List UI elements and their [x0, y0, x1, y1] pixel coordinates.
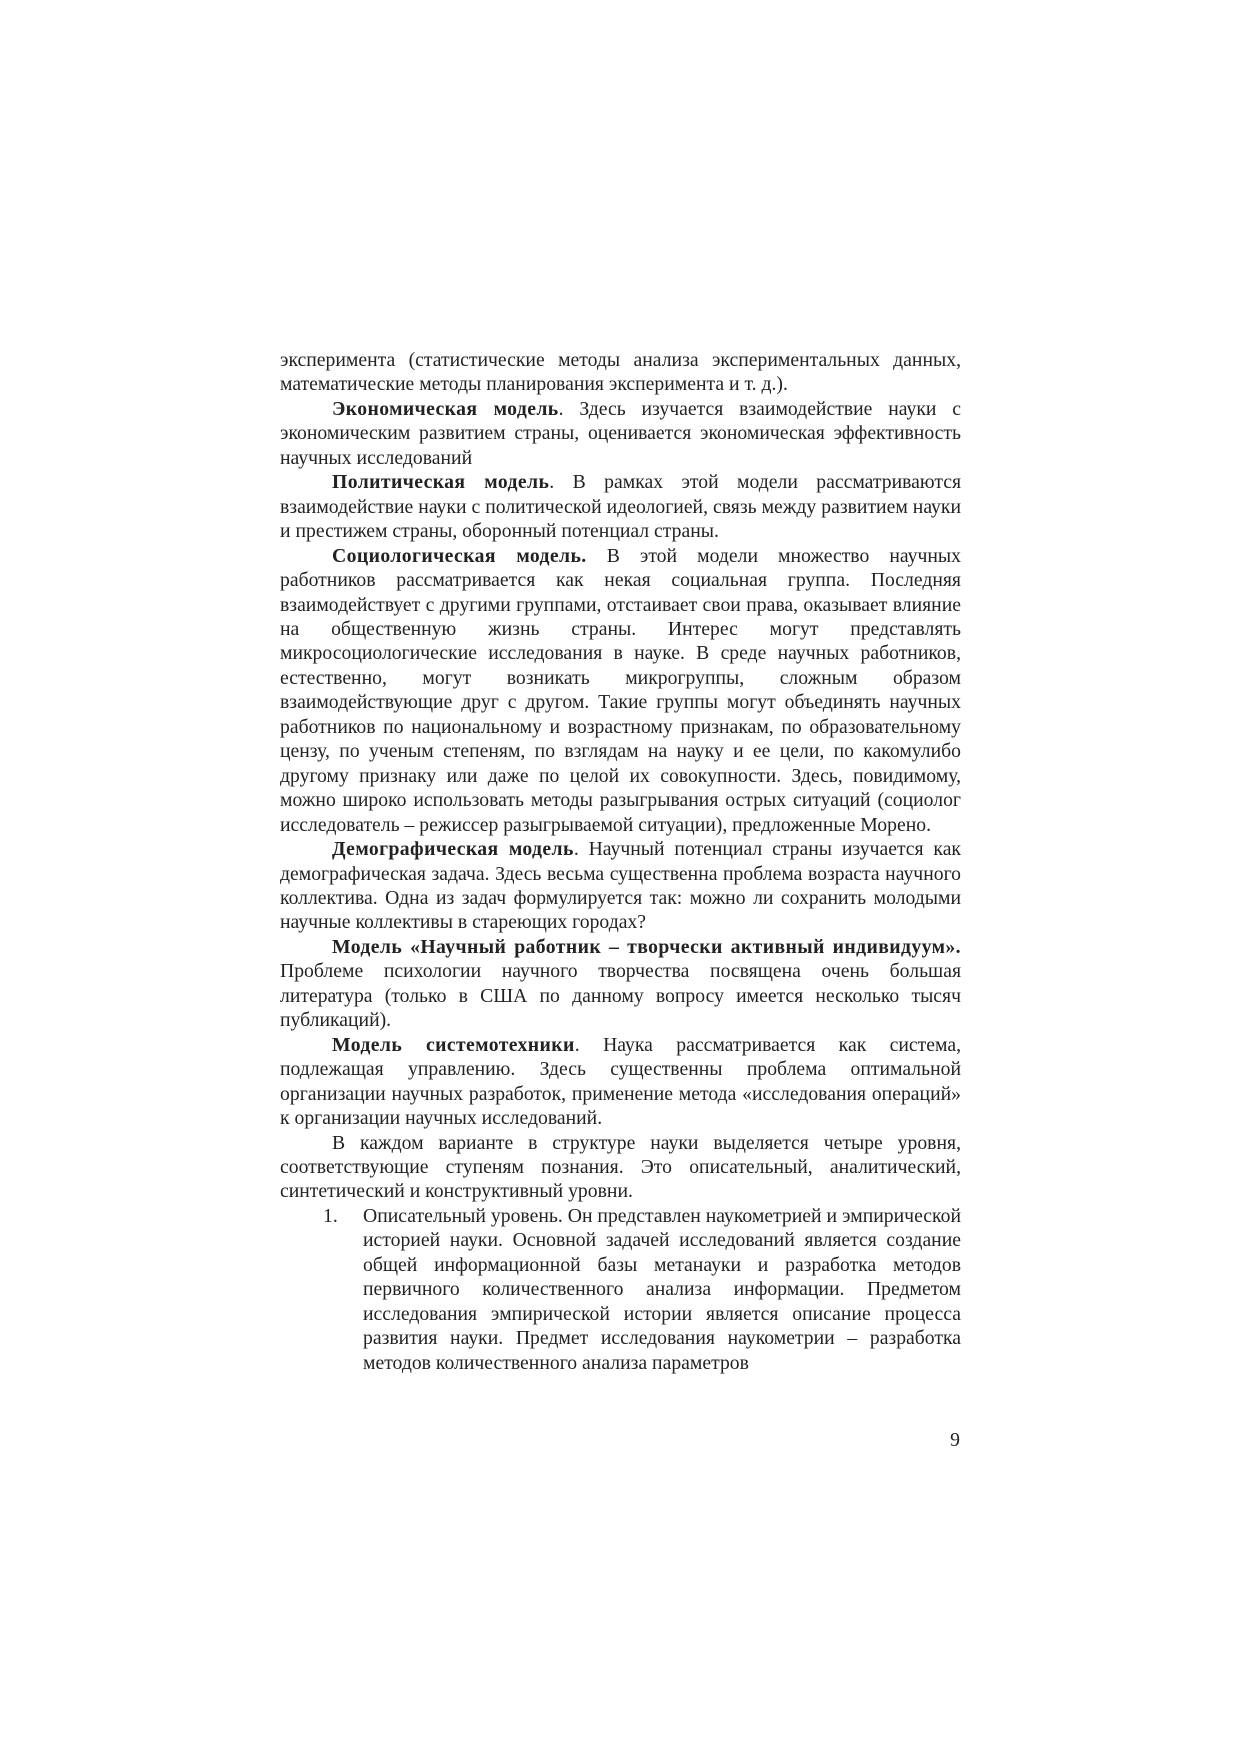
levels-list: [280, 1204, 961, 1375]
paragraph-text: Проблеме психологии научного творчества посвящена очень большая литература (только в США по данному вопросу имеется несколько тысяч публикаций).: [280, 960, 961, 1032]
paragraph-heading: Экономическая модель: [332, 397, 559, 420]
paragraph-text: В каждом варианте в структуре науки выделяется четыре уровня, соответствующие ступеням познания. Это описательный, аналитический, синтетический и конструктивный уровни.: [280, 1131, 961, 1203]
paragraph-text: . В рамках этой модели рассматриваются взаимодействие науки с политической идеологией, связь между развитием науки и престижем страны, оборонный потенциал страны.: [280, 471, 961, 543]
paragraph-systems-engineering-model: [280, 1033, 961, 1131]
list-item-text: Описательный уровень. Он представлен наукометрией и эмпирической историей науки. Основной задачей исследований является создание общей информационной базы метанауки и разработка методов первичного количественного анализа информации. Предметом исследования эмпирической истории является описание процесса развития науки. Предмет исследования наукометрии – разработка методов количественного анализа параметров: [363, 1204, 961, 1374]
paragraph-economic-model: [280, 397, 961, 470]
paragraph-heading: Демографическая модель: [332, 838, 574, 861]
page-body: [280, 348, 961, 1375]
paragraph-scientist-model: [280, 935, 961, 1033]
paragraph-political-model: [280, 470, 961, 543]
paragraph-heading: Политическая модель: [332, 471, 550, 494]
paragraph-text: В этой модели множество научных работников рассматривается как некая социальная группа. Последняя взаимодействует с другими группами, отстаивает свои права, оказывает влияние на общественную жизнь страны. Интерес могут представлять микросоциологические исследования в науке. В среде научных работников, естественно, могут возникать микрогруппы, сложным образом взаимодействующие друг с другом. Такие группы могут объединять научных работников по национальному и возрастному признакам, по образовательному цензу, по ученым степеням, по взглядам на науку и ее цели, по какомулибо другому признаку или даже по целой их совокупности. Здесь, повидимому, можно широко использовать методы разыгрывания острых ситуаций (социолог исследователь – режиссер разыгрываемой ситуации), предложенные Морено.: [280, 544, 961, 836]
paragraph-text: . Здесь изучается взаимодействие науки с экономическим развитием страны, оценивается экономическая эффективность научных исследований: [280, 397, 961, 469]
paragraph-text: эксперимента (статистические методы анализа экспериментальных данных, математические методы планирования эксперимента и т. д.).: [280, 349, 961, 396]
paragraph-text: . Наука рассматривается как система, подлежащая управлению. Здесь существенны проблема оптимальной организации научных разработок, применение метода «исследования операций» к организации научных исследований.: [280, 1033, 961, 1130]
paragraph-heading: Модель «Научный работник – творчески активный индивидуум».: [332, 935, 961, 958]
paragraph-continuation: [280, 348, 961, 397]
paragraph-levels-intro: [280, 1131, 961, 1204]
paragraph-sociological-model: [280, 544, 961, 837]
paragraph-heading: Социологическая модель.: [332, 544, 587, 567]
paragraph-demographic-model: [280, 837, 961, 935]
list-item-number: 1.: [323, 1204, 338, 1227]
paragraph-text: . Научный потенциал страны изучается как демографическая задача. Здесь весьма существенна проблема возраста научного коллектива. Одна из задач формулируется так: можно ли сохранить молодыми научные коллективы в стареющих городах?: [280, 838, 962, 934]
paragraph-heading: Модель системотехники: [332, 1033, 575, 1056]
list-item: [280, 1204, 961, 1375]
page-number: 9: [950, 1429, 960, 1451]
